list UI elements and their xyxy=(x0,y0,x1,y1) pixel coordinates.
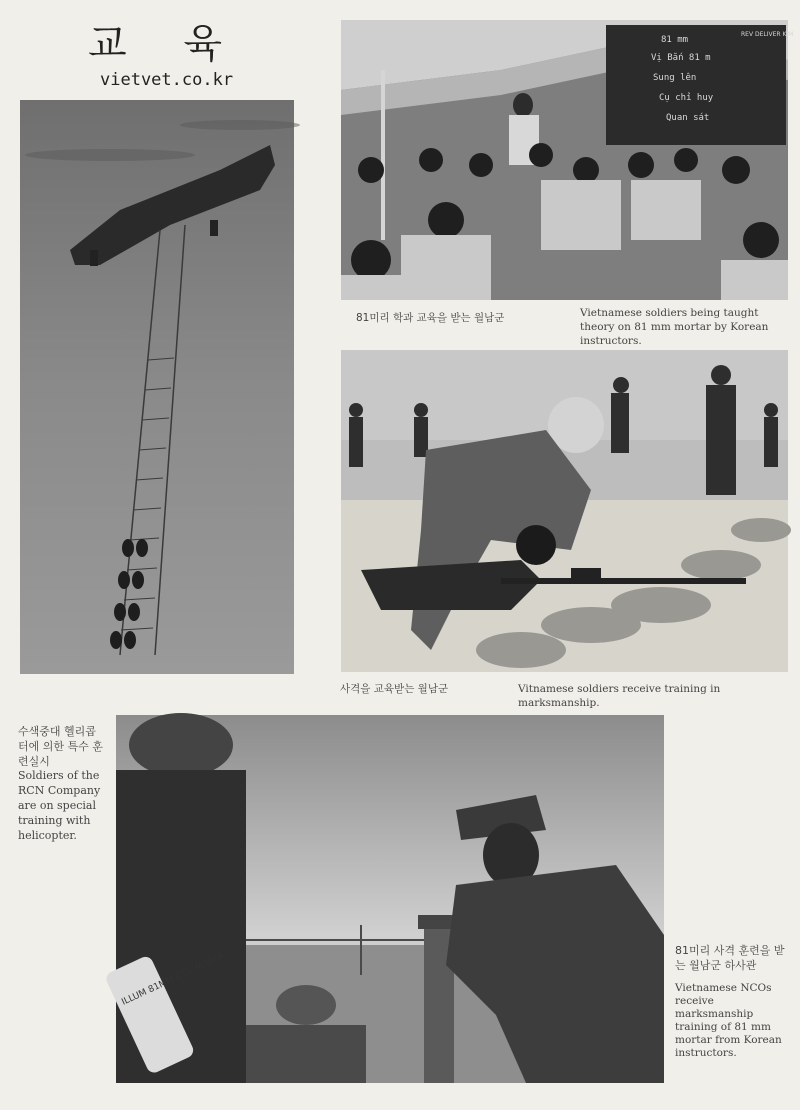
helicopter-caption-en: Soldiers of the RCN Company are on special training with helicopter. xyxy=(18,769,101,842)
classroom-photo xyxy=(341,20,794,300)
board-line-2: Vị Bắn 81 m xyxy=(651,53,711,63)
mortar-photo xyxy=(116,715,664,1083)
board-line-5: Quan sát xyxy=(666,113,710,123)
board-corner: REV DELIVER KIM xyxy=(741,31,794,38)
board-line-3: Sung lên xyxy=(653,73,697,83)
mortar-round-label: ILLUM 81MM CTG M301A xyxy=(120,951,227,1008)
mortar-caption-en: Vietnamese NCOs receive marksmanship training of 81 mm mortar from Korean instructors. xyxy=(675,982,782,1059)
mortar-caption-ko: 81미리 사격 훈련을 받는 월남군 하사관 xyxy=(675,944,785,972)
marksmanship-caption-en: Vitnamese soldiers receive training in marksmanship. xyxy=(518,683,721,709)
board-line-4: Cụ chỉ huy xyxy=(659,93,714,103)
marksmanship-caption-ko: 사격을 교육받는 월남군 xyxy=(340,683,449,695)
page-title: 교 육 xyxy=(88,21,244,67)
helicopter-photo xyxy=(20,100,294,674)
marksmanship-photo xyxy=(341,350,788,672)
site-url: vietvet.co.kr xyxy=(100,70,234,90)
helicopter-caption-ko: 수색중대 헬리콥터에 의한 특수 훈련실시 xyxy=(18,725,103,768)
classroom-caption-ko: 81미리 학과 교육을 받는 월남군 xyxy=(356,312,505,324)
classroom-caption-en: Vietnamese soldiers being taught theory on 81 mm mortar by Korean instructors. xyxy=(580,307,769,347)
board-line-1: 81 mm xyxy=(661,35,689,45)
